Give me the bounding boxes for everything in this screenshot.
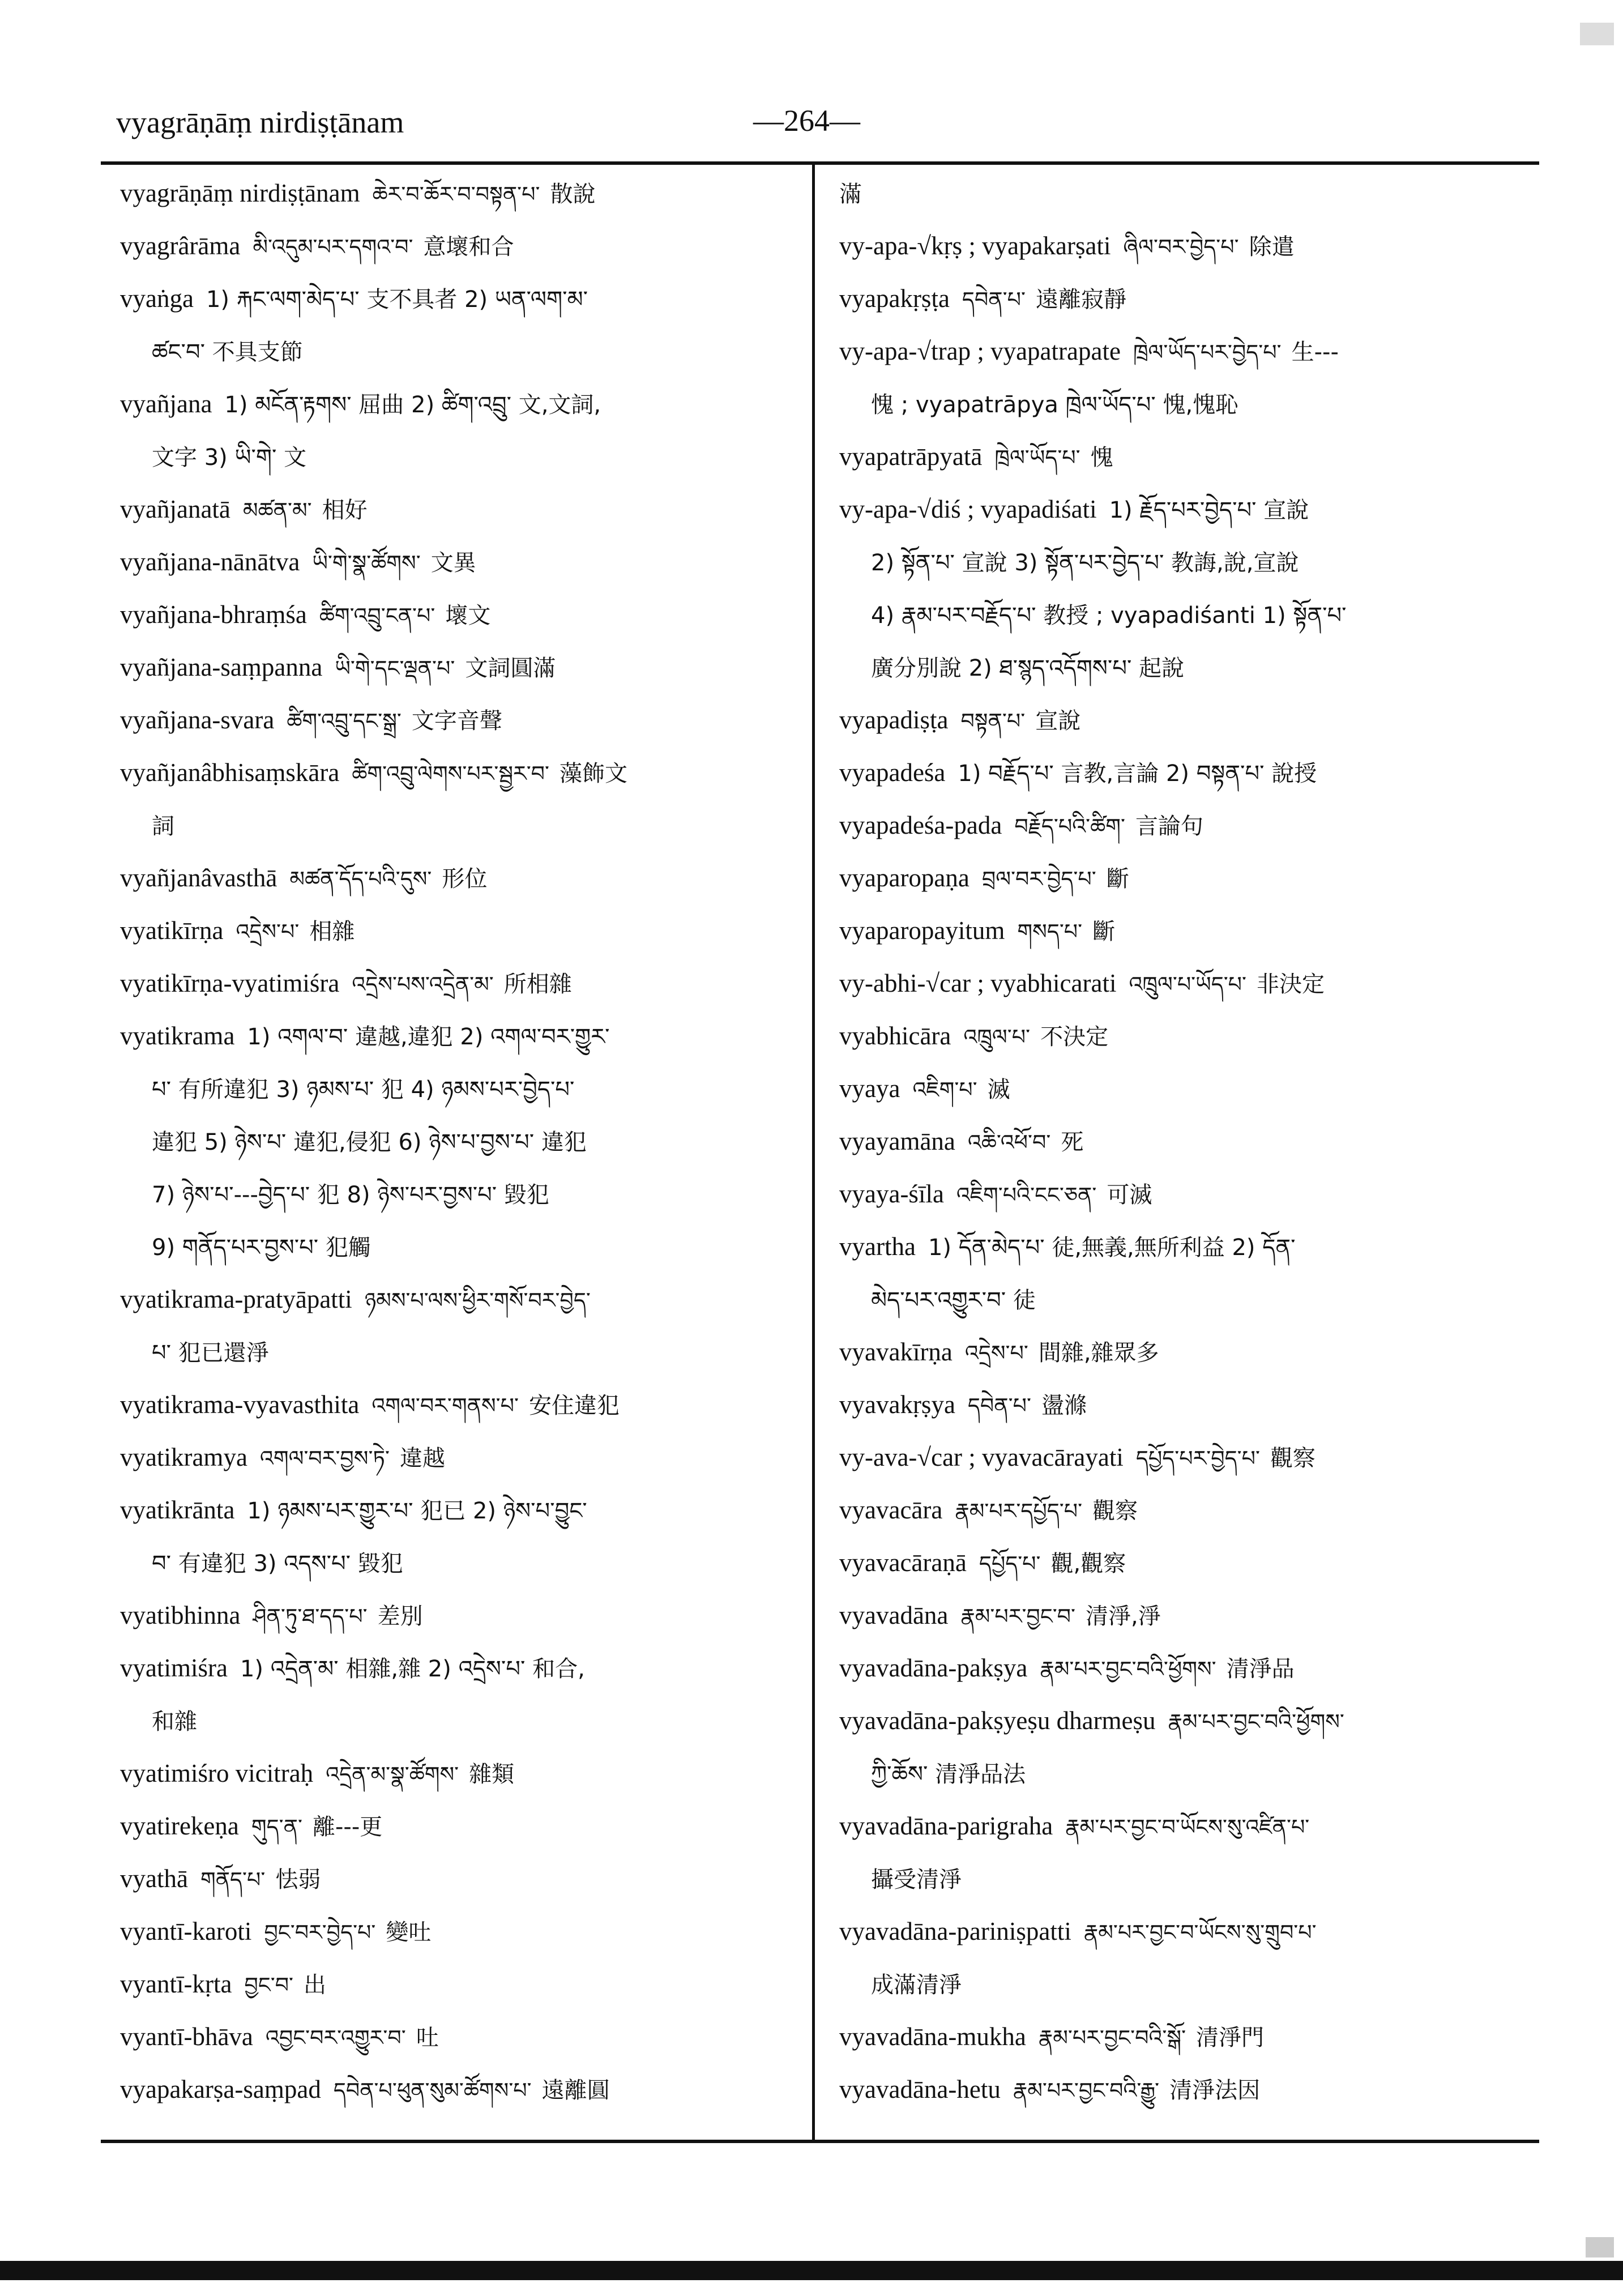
dictionary-entry <box>120 1642 794 1695</box>
chinese-equivalent: 不決定 <box>1040 1024 1109 1050</box>
entry-text: 1) འདྲེན་མ་ 相雜,雜 2) འདྲེས་པ་ 和合, <box>240 1656 585 1682</box>
dictionary-entry <box>120 167 794 220</box>
chinese-equivalent: 雜類 <box>469 1761 515 1787</box>
left-column <box>120 167 794 2116</box>
entry-text: ཀྱི་ཆོས་ 清淨品法 <box>871 1761 1026 1787</box>
top-rule <box>101 161 1539 165</box>
headword: vyagrāṇāṃ nirdiṣṭānam <box>120 179 360 207</box>
dictionary-entry <box>839 799 1519 852</box>
entry-continuation <box>120 1695 794 1747</box>
chinese-equivalent: 斷 <box>1092 919 1116 945</box>
tibetan-equivalent: རྣམ་པར་བྱང་བ་ཡོངས་སུ་གྲུབ་པ་ <box>1083 1920 1317 1945</box>
tibetan-equivalent: རྣམ་པར་བྱང་བ་ <box>960 1604 1076 1629</box>
entry-continuation <box>839 536 1519 588</box>
headword: vy-apa-√kṛṣ ; vyapakarṣati <box>839 232 1111 260</box>
tibetan-equivalent: འདྲེས་པ་ <box>236 919 300 944</box>
dictionary-entry <box>839 1168 1519 1220</box>
tibetan-equivalent: དབེན་པ་ <box>962 287 1026 312</box>
chinese-equivalent: 死 <box>1061 1129 1084 1155</box>
entry-text: 違犯 5) ཉེས་པ་ 違犯,侵犯 6) ཉེས་པ་བྱས་པ་ 違犯 <box>152 1129 587 1155</box>
headword: vyañjana-nānātva <box>120 548 300 576</box>
headword: vyañjanâbhisaṃskāra <box>120 758 340 787</box>
dictionary-entry <box>839 1379 1519 1431</box>
dictionary-entry <box>120 1273 794 1326</box>
tibetan-equivalent: ཡི་གེ་དང་ལྡན་པ་ <box>335 656 455 681</box>
tibetan-equivalent: འཁྲུལ་པ་ཡོད་པ་ <box>1129 972 1247 997</box>
chinese-equivalent: 斷 <box>1106 866 1129 892</box>
tibetan-equivalent: རྣམ་པར་བྱང་བའི་སྒོ་ <box>1038 2025 1186 2050</box>
headword: vyatikramya <box>120 1443 247 1471</box>
entry-text: 和雜 <box>152 1709 197 1735</box>
tibetan-equivalent: ཚིག་འབྲུ་དང་སྒྲ་ <box>287 709 402 733</box>
dictionary-entry <box>120 904 794 957</box>
dictionary-entry <box>120 1431 794 1484</box>
dictionary-entry <box>120 694 794 746</box>
dictionary-entry <box>120 2063 794 2116</box>
dictionary-entry <box>120 536 794 588</box>
tibetan-equivalent: བསྟན་པ་ <box>960 709 1026 733</box>
chinese-equivalent: 生--- <box>1291 339 1339 365</box>
entry-continuation <box>120 430 794 483</box>
dictionary-entry <box>120 220 794 272</box>
tibetan-equivalent: ཁྲེལ་ཡོད་པར་བྱེད་པ་ <box>1133 340 1282 365</box>
entry-continuation <box>120 1168 794 1220</box>
headword: vyavacāraṇā <box>839 1548 967 1577</box>
headword: vyañjana-svara <box>120 706 275 734</box>
tibetan-equivalent: འགལ་བར་གནས་པ་ <box>371 1393 519 1418</box>
headword: vyañjanâvasthā <box>120 864 277 892</box>
dictionary-entry <box>120 272 794 325</box>
headword: vyatirekeṇa <box>120 1812 239 1840</box>
bottom-rule <box>101 2140 1539 2143</box>
headword: vyapadeśa-pada <box>839 811 1002 839</box>
headword: vyañjana <box>120 390 212 418</box>
tibetan-equivalent: འཇིག་པའི་ངང་ཅན་ <box>956 1183 1097 1207</box>
headword: vyantī-karoti <box>120 1917 252 1945</box>
chinese-equivalent: 可滅 <box>1107 1182 1152 1208</box>
headword: vyaparopaṇa <box>839 864 969 892</box>
headword: vyapadeśa <box>839 758 946 787</box>
right-column <box>839 167 1519 2116</box>
headword: vy-apa-√diś ; vyapadiśati <box>839 495 1097 523</box>
headword: vyapatrāpyatā <box>839 442 983 471</box>
tibetan-equivalent: འདྲེན་མ་སྣ་ཚོགས་ <box>326 1762 459 1787</box>
headword: vyaparopayitum <box>839 916 1005 945</box>
tibetan-equivalent: ཚིག་འབྲུ་ལེགས་པར་སྦྱར་བ་ <box>352 761 550 786</box>
tibetan-equivalent: ཉམས་པ་ལས་ཕྱིར་གསོ་བར་བྱེད་ <box>364 1288 591 1313</box>
headword: vyatikīrṇa-vyatimiśra <box>120 969 340 997</box>
entry-continuation <box>839 588 1519 641</box>
headword: vyartha <box>839 1232 916 1261</box>
headword: vyavakṛṣya <box>839 1390 955 1419</box>
entry-text: 1) འགལ་བ་ 違越,違犯 2) འགལ་བར་གྱུར་ <box>247 1024 610 1050</box>
headword: vyatimiśro vicitraḥ <box>120 1759 314 1787</box>
tibetan-equivalent: བརྗོད་པའི་ཚིག་ <box>1014 814 1125 839</box>
dictionary-entry <box>120 641 794 694</box>
entry-continuation <box>839 1958 1519 2011</box>
entry-text: 1) རྗོད་པར་བྱེད་པ་ 宣說 <box>1109 497 1309 523</box>
headword: vyatikīrṇa <box>120 916 224 945</box>
headword: vyañjana-bhraṃśa <box>120 600 307 629</box>
tibetan-equivalent: མཚན་མ་ <box>242 498 312 523</box>
chinese-equivalent: 相好 <box>322 497 368 523</box>
headword: vy-apa-√trap ; vyapatrapate <box>839 337 1121 365</box>
entry-text: 4) རྣམ་པར་བརྗོད་པ་ 教授 ; vyapadiśanti 1) སྟོན་པ་ <box>871 603 1347 629</box>
headword: vy-abhi-√car ; vyabhicarati <box>839 969 1117 997</box>
dictionary-entry <box>839 483 1519 536</box>
chinese-equivalent: 文異 <box>430 550 476 576</box>
chinese-equivalent: 非決定 <box>1257 971 1325 997</box>
dictionary-entry <box>120 483 794 536</box>
chinese-equivalent: 觀察 <box>1270 1445 1316 1471</box>
chinese-equivalent: 清淨品 <box>1226 1656 1295 1682</box>
tibetan-equivalent: འཆི་འཕོ་བ་ <box>967 1130 1051 1155</box>
chinese-equivalent: 遠離圓 <box>541 2077 610 2103</box>
chinese-equivalent: 清淨門 <box>1196 2025 1265 2051</box>
dictionary-entry <box>839 2063 1519 2116</box>
dictionary-entry <box>120 378 794 430</box>
tibetan-equivalent: འདྲེས་པ་ <box>964 1341 1028 1365</box>
tibetan-equivalent: འགལ་བར་བྱས་ཏེ་ <box>259 1446 390 1471</box>
entry-continuation <box>120 799 794 852</box>
tibetan-equivalent: འབྱང་བར་འགྱུར་བ་ <box>265 2025 406 2050</box>
headword: vyañjanatā <box>120 495 230 523</box>
entry-text: 廣分別說 2) ཐ་སྙད་འདོགས་པ་ 起說 <box>871 655 1185 681</box>
tibetan-equivalent: འཁྲུལ་པ་ <box>963 1025 1031 1049</box>
headword: vyatimiśra <box>120 1654 228 1682</box>
entry-text: པ་ 有所違犯 3) ཉམས་པ་ 犯 4) ཉམས་པར་བྱེད་པ་ <box>152 1077 575 1103</box>
entry-continuation <box>120 1220 794 1273</box>
headword: vyaya <box>839 1074 900 1103</box>
tibetan-equivalent: རྣམ་པར་བྱང་བའི་ཕྱོགས་ <box>1168 1709 1344 1734</box>
headword: vyantī-kṛta <box>120 1970 232 1998</box>
dictionary-entry <box>839 1642 1519 1695</box>
headword: vyavacāra <box>839 1496 943 1524</box>
chinese-equivalent: 怯弱 <box>275 1867 321 1893</box>
dictionary-entry <box>839 1695 1519 1747</box>
dictionary-entry <box>120 1853 794 1905</box>
entry-text: པ་ 犯已還淨 <box>152 1340 269 1366</box>
chinese-equivalent: 愧 <box>1090 445 1113 471</box>
entry-continuation <box>839 641 1519 694</box>
chinese-equivalent: 意壞和合 <box>423 234 514 260</box>
dictionary-entry <box>120 1484 794 1537</box>
chinese-equivalent: 盪滌 <box>1041 1393 1087 1419</box>
tibetan-equivalent: བྱང་བ་ <box>244 1973 294 1998</box>
scan-bottom-bar <box>0 2261 1623 2280</box>
entry-text: མེད་པར་འགྱུར་བ་ 徒 <box>871 1287 1036 1313</box>
dictionary-entry <box>839 1800 1519 1853</box>
headword: vyavadāna-pakṣyeṣu dharmeṣu <box>839 1706 1156 1735</box>
tibetan-equivalent: དཔྱོད་པར་བྱེད་པ་ <box>1135 1446 1260 1471</box>
dictionary-entry <box>839 852 1519 904</box>
chinese-equivalent: 安住違犯 <box>528 1393 620 1419</box>
dictionary-entry <box>839 1326 1519 1379</box>
headword: vyavadāna-pariniṣpatti <box>839 1917 1071 1945</box>
headword: vyatikrama-vyavasthita <box>120 1390 360 1419</box>
entry-continuation <box>839 1273 1519 1326</box>
entry-continuation <box>120 325 794 378</box>
tibetan-equivalent: མཚན་དོད་པའི་དུས་ <box>289 867 432 891</box>
headword: vyapakarṣa-saṃpad <box>120 2075 321 2103</box>
tibetan-equivalent: རྣམ་པར་བྱང་བའི་རྒྱུ་ <box>1013 2078 1160 2103</box>
dictionary-entry <box>839 1062 1519 1115</box>
tibetan-equivalent: དཔྱོད་པ་ <box>979 1551 1041 1576</box>
dictionary-entry <box>120 746 794 799</box>
tibetan-equivalent: འདྲེས་པས་འདྲེན་མ་ <box>352 972 494 997</box>
dictionary-entry <box>120 2011 794 2063</box>
chinese-equivalent: 所相雜 <box>503 971 572 997</box>
chinese-equivalent: 藻飾文 <box>559 761 628 787</box>
entry-text: བ་ 有違犯 3) འདས་པ་ 毀犯 <box>152 1551 403 1577</box>
headword: vyavadāna-mukha <box>839 2022 1026 2051</box>
headword: vyavakīrṇa <box>839 1338 953 1366</box>
entry-text: 1) ཉམས་པར་གྱུར་པ་ 犯已 2) ཉེས་པ་བྱུང་ <box>247 1498 587 1524</box>
scan-artifact <box>1586 2237 1614 2257</box>
headword: vyatikrama <box>120 1022 235 1050</box>
headword: vyavadāna-hetu <box>839 2075 1001 2103</box>
tibetan-equivalent: འཇིག་པ་ <box>912 1077 977 1102</box>
tibetan-equivalent: ཆེར་བ་ཆོར་བ་བསྟན་པ་ <box>372 182 540 207</box>
dictionary-entry <box>839 746 1519 799</box>
entry-continuation <box>839 1747 1519 1800</box>
tibetan-equivalent: བྱང་བར་བྱེད་པ་ <box>264 1920 376 1945</box>
dictionary-entry <box>839 694 1519 746</box>
tibetan-equivalent: ཚིག་འབྲུ་ངན་པ་ <box>319 603 435 628</box>
headword: vyabhicāra <box>839 1022 951 1050</box>
headword: vyayamāna <box>839 1127 955 1155</box>
tibetan-equivalent: ཤིན་ཏུ་ཐ་དད་པ་ <box>253 1604 368 1629</box>
running-head: vyagrāṇāṃ nirdiṣṭānam <box>116 105 404 139</box>
dictionary-entry <box>120 1905 794 1958</box>
chinese-equivalent: 間雜,雜眾多 <box>1038 1340 1159 1366</box>
entry-continuation <box>120 1115 794 1168</box>
dictionary-entry <box>839 1484 1519 1537</box>
dictionary-entry <box>839 272 1519 325</box>
entry-text: 詞 <box>152 813 174 839</box>
chinese-equivalent: 宣說 <box>1035 708 1081 734</box>
dictionary-entry <box>839 220 1519 272</box>
headword: vyathā <box>120 1864 188 1893</box>
dictionary-entry <box>839 1115 1519 1168</box>
headword: vyatikrama-pratyāpatti <box>120 1285 352 1313</box>
entry-text: 滿 <box>839 181 862 207</box>
entry-text: ཚང་བ་ 不具支節 <box>152 339 303 365</box>
scan-artifact <box>1580 23 1614 45</box>
chinese-equivalent: 言論句 <box>1135 813 1203 839</box>
chinese-equivalent: 除遣 <box>1249 234 1295 260</box>
chinese-equivalent: 遠離寂靜 <box>1035 287 1126 313</box>
headword: vyavadāna-pakṣya <box>839 1654 1028 1682</box>
headword: vyantī-bhāva <box>120 2022 253 2051</box>
entry-text: 9) གནོད་པར་བྱས་པ་ 犯觸 <box>152 1235 371 1261</box>
tibetan-equivalent: བྲལ་བར་བྱེད་པ་ <box>981 867 1096 891</box>
chinese-equivalent: 觀察 <box>1092 1498 1138 1524</box>
dictionary-entry <box>120 588 794 641</box>
chinese-equivalent: 違越 <box>400 1445 445 1471</box>
headword: vyaya-śīla <box>839 1180 944 1208</box>
entry-text: 1) བརྗོད་པ་ 言教,言論 2) བསྟན་པ་ 說授 <box>958 761 1317 787</box>
chinese-equivalent: 清淨,淨 <box>1086 1603 1161 1629</box>
entry-text: 愧 ; vyapatrāpya ཁྲེལ་ཡོད་པ་ 愧,愧恥 <box>871 392 1238 418</box>
chinese-equivalent: 散說 <box>550 181 596 207</box>
chinese-equivalent: 相雜 <box>309 919 355 945</box>
dictionary-entry <box>839 325 1519 378</box>
entry-text: 1) མངོན་རྟགས་ 屈曲 2) ཚིག་འབྲུ་ 文,文詞, <box>224 392 601 418</box>
headword: vyapadiṣṭa <box>839 706 949 734</box>
tibetan-equivalent: རྣམ་པར་བྱང་བའི་ཕྱོགས་ <box>1040 1657 1216 1682</box>
tibetan-equivalent: ཁྲེལ་ཡོད་པ་ <box>994 445 1080 470</box>
tibetan-equivalent: གསད་པ་ <box>1017 919 1083 944</box>
tibetan-equivalent: གུད་ན་ <box>251 1815 302 1840</box>
entry-text: 2) སྟོན་པ་ 宣說 3) སྟོན་པར་བྱེད་པ་ 教誨,說,宣說 <box>871 550 1299 576</box>
tibetan-equivalent: རྣམ་པར་དཔྱོད་པ་ <box>955 1499 1083 1523</box>
headword: vyatibhinna <box>120 1601 241 1629</box>
dictionary-entry <box>120 1747 794 1800</box>
headword: vyavadāna-parigraha <box>839 1812 1053 1840</box>
entry-text: 1) དོན་མེད་པ་ 徒,無義,無所利益 2) དོན་ <box>928 1235 1296 1261</box>
dictionary-entry <box>120 1379 794 1431</box>
chinese-equivalent: 文詞圓滿 <box>465 655 556 681</box>
entry-text: 攝受清淨 <box>871 1867 962 1893</box>
chinese-equivalent: 離---更 <box>312 1814 383 1840</box>
dictionary-entry <box>839 957 1519 1010</box>
chinese-equivalent: 清淨法因 <box>1169 2077 1261 2103</box>
entry-continuation <box>120 1326 794 1379</box>
entry-text: 7) ཉེས་པ་---བྱེད་པ་ 犯 8) ཉེས་པར་བྱས་པ་ 毀犯 <box>152 1182 549 1208</box>
entry-continuation <box>839 378 1519 430</box>
chinese-equivalent: 觀,觀察 <box>1050 1551 1126 1577</box>
entry-text: 文字 3) ཡི་གེ་ 文 <box>152 445 307 471</box>
headword: vyaṅga <box>120 284 194 313</box>
page-number: —264— <box>753 104 860 138</box>
dictionary-entry <box>839 1220 1519 1273</box>
chinese-equivalent: 滅 <box>987 1077 1010 1103</box>
dictionary-entry <box>839 167 1519 220</box>
headword: vy-ava-√car ; vyavacārayati <box>839 1443 1124 1471</box>
dictionary-entry <box>839 1537 1519 1589</box>
tibetan-equivalent: མི་འདུམ་པར་དགའ་བ་ <box>253 234 413 259</box>
tibetan-equivalent: གནོད་པ་ <box>200 1867 266 1892</box>
chinese-equivalent: 差別 <box>377 1603 423 1629</box>
dictionary-entry <box>120 1010 794 1062</box>
entry-continuation <box>120 1062 794 1115</box>
tibetan-equivalent: ཡི་གེ་སྣ་ཚོགས་ <box>312 550 421 575</box>
dictionary-entry <box>120 852 794 904</box>
entry-continuation <box>839 1853 1519 1905</box>
headword: vyagrârāma <box>120 232 241 260</box>
headword: vyavadāna <box>839 1601 949 1629</box>
chinese-equivalent: 吐 <box>416 2025 439 2051</box>
dictionary-entry <box>120 957 794 1010</box>
dictionary-entry <box>120 1958 794 2011</box>
headword: vyapakṛṣṭa <box>839 284 950 313</box>
dictionary-entry <box>839 430 1519 483</box>
chinese-equivalent: 壞文 <box>445 603 491 629</box>
dictionary-entry <box>120 1800 794 1853</box>
entry-continuation <box>120 1537 794 1589</box>
dictionary-entry <box>839 2011 1519 2063</box>
tibetan-equivalent: དབེན་པ་ <box>967 1393 1031 1418</box>
chinese-equivalent: 文字音聲 <box>411 708 502 734</box>
tibetan-equivalent: དབེན་པ་ཕུན་སུམ་ཚོགས་པ་ <box>333 2078 532 2103</box>
tibetan-equivalent: རྣམ་པར་བྱང་བ་ཡོངས་སུ་འཛིན་པ་ <box>1065 1815 1310 1840</box>
entry-text: 成滿清淨 <box>871 1972 962 1998</box>
dictionary-entry <box>839 1010 1519 1062</box>
chinese-equivalent: 出 <box>304 1972 327 1998</box>
entry-text: 1) རྐང་ལག་མེད་པ་ 支不具者 2) ཡན་ལག་མ་ <box>206 287 588 313</box>
column-divider <box>812 164 815 2141</box>
headword: vyañjana-saṃpanna <box>120 653 323 681</box>
dictionary-entry <box>839 1431 1519 1484</box>
chinese-equivalent: 形位 <box>442 866 488 892</box>
dictionary-entry <box>839 1589 1519 1642</box>
dictionary-entry <box>839 1905 1519 1958</box>
headword: vyatikrānta <box>120 1496 235 1524</box>
chinese-equivalent: 變吐 <box>386 1919 432 1945</box>
dictionary-entry <box>120 1589 794 1642</box>
tibetan-equivalent: ཞིལ་བར་བྱེད་པ་ <box>1123 234 1239 259</box>
dictionary-entry <box>839 904 1519 957</box>
